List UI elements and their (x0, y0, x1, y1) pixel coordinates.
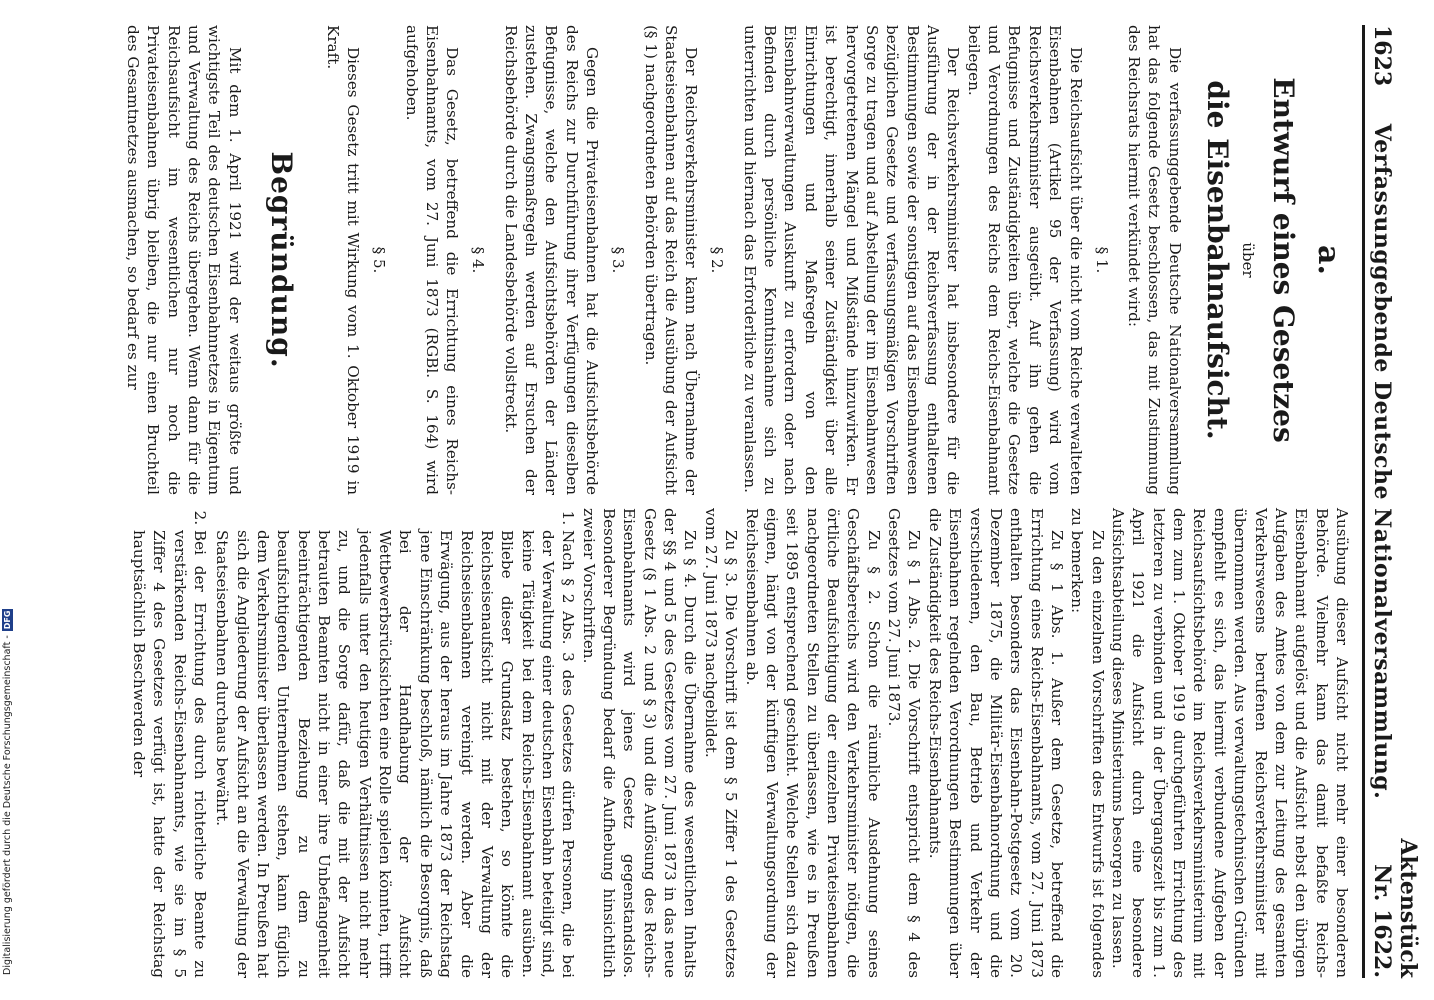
enacting-clause: Die verfassunggebende Deutsche Nationalversammlung hat das folgende Gesetz beschlossen, das mit Zustimmung des Reichsrats hiermit verkündet wird: (1124, 25, 1184, 495)
funding-note-text: Digitalisierung gefördert durch die Deutsche Forschungsgemeinschaft - (2, 635, 13, 975)
paragraph-heading-2: § 2. (708, 246, 727, 274)
document-reference: Aktenstück Nr. 1622. (1369, 838, 1421, 978)
section-marker: a. (1311, 245, 1346, 275)
list-item: 2. Bei der Errichtung des durch richterliche Beamte zu verstärkenden Reichs-Eisenbahnamts, wie sie im § 5 Ziffer 4 des Gesetzes verfügt ist, hatte der Reichstag hauptsächlich Beschwerden der (128, 530, 209, 978)
paragraph-4-text: Das Gesetz, betreffend die Errichtung eines Reichs-Eisenbahnamts, vom 27. Juni 1873 (RGBl. S. 164) wird aufgehoben. (402, 25, 462, 495)
paragraph-5-text: Dieses Gesetz tritt mit Wirkung vom 1. Oktober 1919 in Kraft. (323, 25, 363, 495)
page-header (1369, 25, 1421, 978)
paragraph-heading-5: § 5. (370, 246, 389, 274)
justification-continued: Ausübung dieser Aufsicht nicht mehr einer besonderen Behörde. Vielmehr kann das damit befaßte Reichs-Eisenbahnamt aufgelöst und die Aufsicht nebst den übrigen Aufgaben des Amtes von dem zur Leitung des gesamten Verkehrswesens berufenen Reichsverkehrsminister mit übernommen werden. Aus verwaltungstechnischen Gründen empfiehlt es sich, das hiermit verbundene Aufgeben der Reichsaufsichtsbehörde im Reichsverkehrsministerium mit dem zum 1. Oktober 1919 durchgeführten Errichtung des letzteren zu verbinden und in der Übergangszeit bis zum 1. April 1921 die Aufsicht durch eine besondere Aufsichtsabteilung dieses Ministeriums besorgen zu lassen. (1109, 508, 1351, 978)
document-page (107, 5, 1421, 990)
page-number: 1623 (1369, 25, 1395, 87)
remark-s1-abs1: Zu § 1 Abs. 1. Außer dem Gesetze, betreffend die Errichtung eines Reichs-Eisenbahnamts, vom 27. Juni 1873 enthalten besonders das Eisenbahn-Postgesetz vom 20. Dezember 1875, die Militär-Eisenbahnordnung und die verschiedenen, den Bau, Betrieb und Verkehr der Eisenbahnen regelnden Verordnungen Bestimmungen über die Zuständigkeit des Reichs-Eisenbahnamts. (925, 508, 1066, 978)
remark-s1-abs2: Zu § 1 Abs. 2. Die Vorschrift entspricht dem § 4 des Gesetzes vom 27. Juni 1873. (885, 508, 924, 978)
document-title-line2: die Eisenbahnaufsicht. (1201, 80, 1235, 440)
remark-s4: Zu § 4. Durch die Übernahme des wesentlichen Inhalts der §§ 4 und 5 des Gesetzes vom 27. Juni 1873 in das neue Gesetz (§ 1 Abs. 2 und § 3) und die Auflösung des Reichs-Eisenbahnamts wird jenes Gesetz gegenstandslos. Besonderer Begründung bedarf die Aufhebung hinsichtlich zweier Vorschriften. (579, 508, 700, 978)
paragraph-3-text: Gegen die Privateisenbahnen hat die Aufsichtsbehörde des Reichs zur Durchführung ihrer Verfügungen dieselben Befugnisse, welche den Aufsichtsbehörden der Länder zustehen. Zwangsmaßregeln werden auf Ersuchen der Reichsbehörde durch die Landesbehörde vollstreckt. (501, 25, 602, 495)
paragraph-heading-4: § 4. (469, 246, 488, 274)
paragraph-1-text-1: Die Reichsaufsicht über die nicht vom Reiche verwalteten Eisenbahnen (Artikel 95 der Verfassung) wird vom Reichsverkehrsminister ausgeübt. Auf ihn gehen die Befugnisse und Zuständigkeiten über, welche die Gesetze und Verordnungen des Reichs dem Reichs-Eisenbahnamt beilegen. (964, 25, 1085, 495)
remark-list (128, 508, 578, 978)
remarks-intro: Zu den einzelnen Vorschriften des Entwurfs ist folgendes zu bemerken: (1068, 508, 1107, 978)
header-rule (1362, 25, 1365, 978)
document-title-line1: Entwurf eines Gesetzes (1266, 77, 1300, 443)
justification-text: Mit dem 1. April 1921 wird der weitaus größte und wichtigste Teil des deutschen Eisenbahnnetzes in Eigentum und Verwaltung des Reichs übergehen. Wenn dann für die Reichsaufsicht im wesentlichen nur noch die Privateisenbahnen übrig bleiben, die nur einen Bruchteil des Gesamtnetzes ausmachen, so bedarf es zur (124, 25, 244, 495)
paragraph-1-text-2: Der Reichsverkehrsminister hat insbesondere für die Ausführung der in der Reichsverfassung enthaltenen Bestimmungen sowie der sonstigen auf das Eisenbahnwesen bezüglichen Gesetze und verfassungsmäßigen Vorschriften Sorge zu tragen und auf Abstellung der im Eisenbahnwesen hervorgetretenen Mängel und Mißstände hinzuwirken. Er ist berechtigt, innerhalb seiner Zuständigkeit über alle Einrichtungen und Maßregeln von den Eisenbahnverwaltungen Auskunft zu erfordern oder nach Befinden durch persönliche Kenntnisnahme sich zu unterrichten und hiernach das Erforderliche zu veranlassen. (740, 25, 963, 495)
dfg-logo: DFG (3, 610, 12, 630)
paragraph-heading-1: § 1. (1092, 246, 1111, 274)
paragraph-heading-3: § 3. (609, 246, 628, 274)
left-column (124, 25, 1352, 495)
remark-s3: Zu § 3. Die Vorschrift ist dem § 5 Ziffer 1 des Gesetzes vom 27. Juni 1873 nachgebildet. (701, 508, 741, 978)
remark-s2: Zu § 2. Schon die räumliche Ausdehnung seines Geschäftsbereichs wird den Verkehrsminister nötigen, die örtliche Beaufsichtigung der einzelnen Privateisenbahnen nachgeordneten Stellen zu überlassen, wie es in Preußen seit 1895 entsprechend geschieht. Welche Stellen sich dazu eignen, hängt von der künftigen Verwaltungsordnung der Reichseisenbahnen ab. (742, 508, 883, 978)
justification-heading: Begründung. (265, 151, 299, 369)
list-item: 1. Nach § 2 Abs. 3 des Gesetzes dürfen Personen, die bei der Verwaltung einer deutschen Eisenbahn beteiligt sind, keine Tätigkeit bei dem Reichs-Eisenbahnamt ausüben. Bliebe dieser Grundsatz bestehen, so könnte die Reichseisenaufsicht nicht mit der Verwaltung der Reichseisenbahnen vereinigt werden. Aber die Erwägung, aus der heraus im Jahre 1873 der Reichstag jene Einschränkung beschloß, nämlich die Besorgnis, daß bei der Handhabung der Aufsicht Wettbewerbsrücksichten eine Rolle spielen könnten, trifft jedenfalls unter den heutigen Verhältnissen nicht mehr zu, und die Sorge dafür, daß die mit der Aufsicht betrauten Beamten nicht in einer ihre Unbefangenheit beeinträchtigenden Beziehung zu dem zu beaufsichtigenden Unternehmen stehen, kann füglich dem Verkehrsminister überlassen werden. In Preußen hat sich die Angliederung der Aufsicht an die Verwaltung der Staatseisenbahnen durchaus bewährt. (212, 530, 578, 978)
right-column (129, 508, 1352, 978)
title-connector: über (1239, 242, 1258, 278)
running-title: Verfassunggebende Deutsche Nationalversammlung. (1369, 123, 1395, 800)
paragraph-2-text: Der Reichsverkehrsminister kann nach Übernahme der Staatseisenbahnen auf das Reich die Ausübung der Aufsicht (§ 1) nachgeordneten Behörden übertragen. (641, 25, 701, 495)
